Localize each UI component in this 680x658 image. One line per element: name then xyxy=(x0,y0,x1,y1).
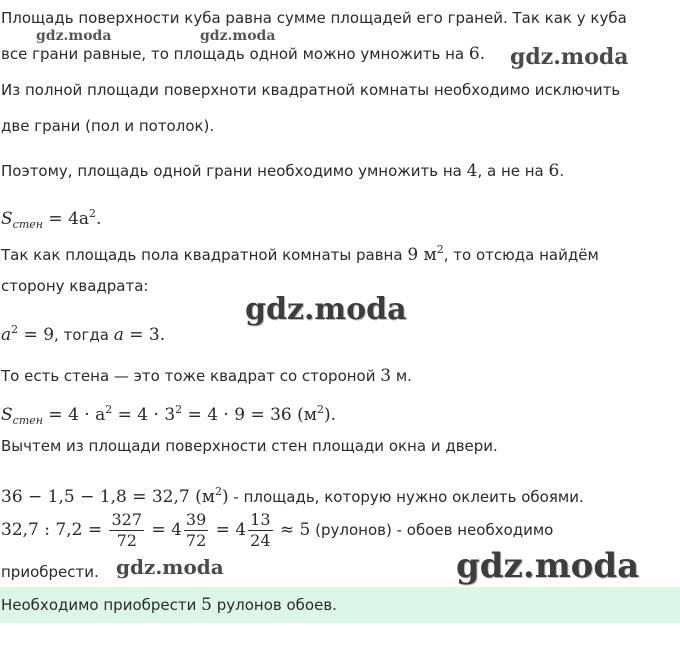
formula-walls-value xyxy=(1,400,336,431)
math-expression: = 9 xyxy=(18,325,55,345)
paragraph-text: То есть стена — это тоже квадрат со стороной xyxy=(1,367,381,385)
paragraph-text: , а не на xyxy=(477,162,549,180)
watermark: gdz.moda xyxy=(456,546,640,586)
math-expression: = 4 · 3 xyxy=(112,405,176,425)
paragraph-text: Так как площадь пола квадратной комнаты равна xyxy=(1,246,408,264)
math-expression: = 4a xyxy=(43,209,90,229)
fraction-numerator: 39 xyxy=(185,510,207,529)
paragraph-text: Необходимо приобрести xyxy=(1,596,202,614)
formula-rolls-line2: приобрести. xyxy=(1,563,99,581)
watermark: gdz.moda xyxy=(510,44,629,70)
math-expression: . xyxy=(96,209,102,229)
fraction xyxy=(109,510,144,551)
fraction xyxy=(184,510,208,551)
math-expression: ) xyxy=(221,487,229,507)
math-subscript: стен xyxy=(12,218,44,231)
paragraph-floor-line1 xyxy=(1,240,599,265)
paragraph-text: , то отсюда найдём xyxy=(443,246,599,264)
watermark: gdz.moda xyxy=(200,28,276,44)
math-expression: 32,7 : 7,2 = xyxy=(1,520,108,540)
math-expression: = 4 · 9 = 36 (м xyxy=(182,405,317,425)
paragraph-wall-square xyxy=(1,366,412,386)
paragraph-text: , тогда xyxy=(54,326,114,344)
paragraph-text: рулонов обоев. xyxy=(211,596,337,614)
math-subscript: стен xyxy=(12,414,44,427)
math-exponent: 2 xyxy=(175,403,183,416)
fraction-numerator: 327 xyxy=(111,510,143,529)
math-expression: = 4 xyxy=(146,520,182,540)
math-expression: = 3. xyxy=(123,325,166,345)
paragraph-text: м. xyxy=(391,367,412,385)
paragraph-text: - площадь, которую нужно оклеить обоями. xyxy=(228,488,584,506)
watermark: gdz.moda xyxy=(36,28,112,44)
math-number: 6. xyxy=(468,44,486,64)
formula-walls-area xyxy=(1,204,101,235)
fraction-denominator: 72 xyxy=(185,531,207,550)
fraction-denominator: 72 xyxy=(116,531,137,550)
math-symbol: a xyxy=(1,325,12,345)
math-exponent: 2 xyxy=(11,323,19,336)
paragraph-text: (рулонов) - обоев необходимо xyxy=(310,521,554,539)
paragraph-room-line1: Из полной площади поверхноти квадратной комнаты необходимо исключить xyxy=(1,81,621,99)
math-symbol: S xyxy=(1,405,13,425)
math-value: 9 м xyxy=(407,245,437,265)
answer-text xyxy=(1,595,337,615)
math-exponent: 2 xyxy=(214,485,222,498)
math-expression: 36 − 1,5 − 1,8 = 32,7 (м xyxy=(1,487,215,507)
watermark: gdz.moda xyxy=(245,292,407,327)
math-number: 3 xyxy=(380,366,392,386)
paragraph-room-line2: две грани (пол и потолок). xyxy=(1,117,215,135)
paragraph-text: Поэтому, площадь одной грани необходимо умножить на xyxy=(1,162,467,180)
math-exponent: 2 xyxy=(89,207,97,220)
fraction-denominator: 24 xyxy=(250,531,271,550)
watermark: gdz.moda xyxy=(116,555,224,579)
fraction xyxy=(248,510,272,551)
math-exponent: 2 xyxy=(105,403,113,416)
math-expression: ). xyxy=(323,405,337,425)
paragraph-cube-area-line1: Площадь поверхности куба равна сумме площадей его граней. Так как у куба xyxy=(1,9,627,27)
paragraph-floor-line2: сторону квадрата: xyxy=(1,277,149,295)
formula-side xyxy=(1,320,165,345)
math-expression: = 4 · a xyxy=(43,405,106,425)
paragraph-cube-area-line2 xyxy=(1,44,485,64)
math-symbol: S xyxy=(1,209,13,229)
math-exponent: 2 xyxy=(436,243,444,256)
math-expression: ≈ 5 xyxy=(274,520,311,540)
fraction-numerator: 13 xyxy=(250,510,271,529)
math-exponent: 2 xyxy=(316,403,324,416)
answer-box xyxy=(0,587,680,623)
paragraph-text: . xyxy=(559,162,565,180)
math-number: 5 xyxy=(201,595,212,615)
math-expression: = 4 xyxy=(210,520,247,540)
paragraph-subtract: Вычтем из площади поверхности стен площади окна и двери. xyxy=(1,437,498,455)
paragraph-text: все грани равные, то площадь одной можно умножить на xyxy=(1,45,469,63)
formula-wallpaper-area xyxy=(1,482,584,507)
math-number: 4 xyxy=(466,161,478,181)
math-number: 6 xyxy=(548,161,560,181)
math-symbol: a xyxy=(113,325,124,345)
paragraph-multiply xyxy=(1,161,564,181)
